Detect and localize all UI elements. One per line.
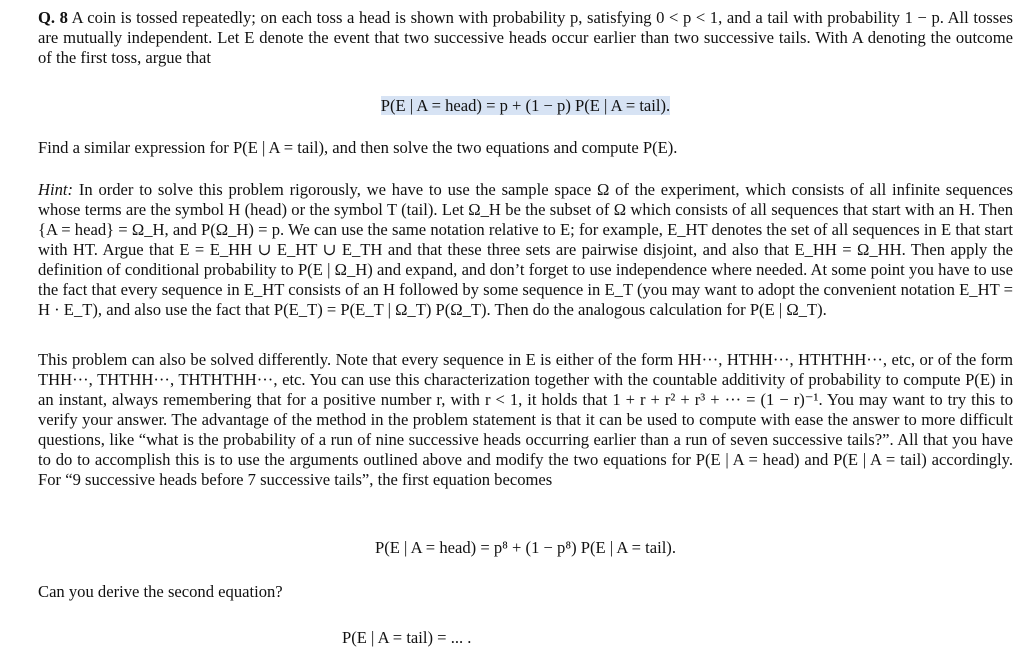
hint-paragraph-2: This problem can also be solved differently. Note that every sequence in E is either of the form HH···, HTHH···, HTHTHH···, etc, or of the form THH···, THTHH···, THTHTHH···, etc. You can use this characterization together with the countable additivity of probability to compute P(E) in an instant, always remembering that for a positive number r, with r < 1, it holds that 1 + r + r² + r³ + ··· = (1 − r)⁻¹. You may want to try this to verify your answer. The advantage of the method in the problem statement is that it can be used to compute with ease the answer to more difficult questions, like “what is the probability of a run of nine successive heads occurring earlier than a run of seven successive tails?”. All that you have to do to accomplish this is to use the arguments outlined above and modify the two equations for P(E | A = head) and P(E | A = tail) accordingly. For “9 successive heads before 7 successive tails”, the first equation becomes [38, 350, 1013, 489]
equation-nine-heads: P(E | A = head) = p⁸ + (1 − p⁸) P(E | A = tail). [375, 538, 676, 557]
equation-tail-blank: P(E | A = tail) = ... . [342, 628, 472, 647]
hint-label: Hint: [38, 180, 74, 199]
equation-head: P(E | A = head) = p + (1 − p) P(E | A = tail). [380, 96, 671, 115]
question-number: Q. 8 [38, 8, 68, 27]
find-instruction: Find a similar expression for P(E | A = tail), and then solve the two equations and compute P(E). [38, 138, 678, 157]
question-intro: Q. 8 A coin is tossed repeatedly; on each toss a head is shown with probability p, satisfying 0 < p < 1, and a tail with probability 1 − p. All tosses are mutually independent. Let E denote the event that two successive heads occur earlier than two successive tails. With A denoting the outcome of the first toss, argue that [38, 8, 1014, 67]
hint-paragraph-1: Hint: In order to solve this problem rigorously, we have to use the sample space Ω of the experiment, which consists of all infinite sequences whose terms are the symbol H (head) or the symbol T (tail). Let Ω_H be the subset of Ω which consists of all sequences that start with an H. Then {A = head} = Ω_H, and P(Ω_H) = p. We can use the same notation relative to E; for example, E_HT denotes the set of all sequences in E that start with HT. Argue that E = E_HH ∪ E_HT ∪ E_TH and that these three sets are pairwise disjoint, and also that E_HH = Ω_HH. Then apply the definition of conditional probability to P(E | Ω_H) and expand, and don’t forget to use independence where needed. At some point you have to use the fact that every sequence in E_HT consists of an H followed by some sequence in E_T (you may want to adopt the convenient notation E_HT = H · E_T), and also use the fact that P(E_T) = P(E_T | Ω_T) P(Ω_T). Then do the analogous calculation for P(E | Ω_T). [38, 180, 1014, 319]
derive-question: Can you derive the second equation? [38, 582, 283, 601]
